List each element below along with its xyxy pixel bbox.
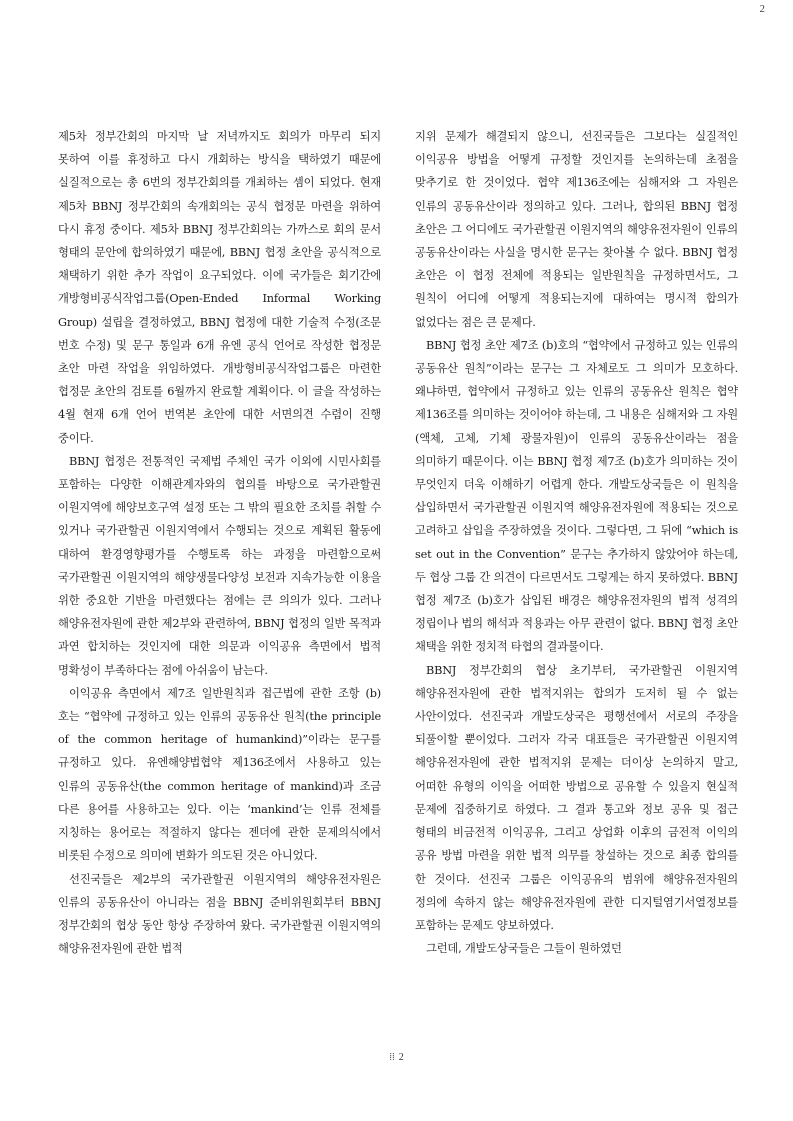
footer-mark: ⁞⁞ [389,1052,395,1063]
paragraph: BBNJ 정부간회의 협상 초기부터, 국가관할권 이원지역 해양유전자원에 관한 법적지위는 합의가 도저히 될 수 없는 사안이었다. 선진국과 개발도상국은 평행선에서 서로의 주장을 되풀이할 뿐이었다. 그러자 각국 대표들은 국가관할권 이원지역 해양유전자원에 관한 법적지위 문제는 더이상 논의하지 말고, 어떠한 유형의 이익을 어떠한 방법으로 공유할 수 있을지 현실적 문제에 집중하기로 하였다. 그 결과 통고와 정보 공유 및 접근 형태의 비금전적 이익공유, 그리고 상업화 이후의 금전적 이익의 공유 방법 마련을 위한 법적 의무를 창설하는 것으로 최종 합의를 한 것이다. 선진국 그룹은 이익공유의 범위에 해양유전자원의 정의에 속하지 않는 해양유전자원에 관한 디지털염기서열정보를 포함하는 문제도 양보하였다. [415,663,738,932]
paragraph: BBNJ 협정은 전통적인 국제법 주체인 국가 이외에 시민사회를 포함하는 다양한 이해관계자와의 협의를 바탕으로 국가관할권 이원지역에 해양보호구역 설정 또는 그 밖의 필요한 조치를 취할 수 있거나 국가관할권 이원지역에서 수행되는 것으로 계획된 활동에 대하여 환경영향평가를 수행토록 하는 과정을 마련함으로써 국가관할권 이원지역의 해양생물다양성 보전과 지속가능한 이용을 위한 중요한 기반을 마련했다는 점에는 큰 의의가 있다. 그러나 해양유전자원에 관한 제2부와 관련하여, BBNJ 협정의 일반 목적과 과연 합치하는 것인지에 대한 의문과 이익공유 측면에서 법적 명확성이 부족하다는 점에 아쉬움이 남는다. [58,454,381,677]
paragraph: 선진국들은 제2부의 국가관할권 이원지역의 해양유전자원은 인류의 공동유산이 아니라는 점을 BBNJ 준비위원회부터 BBNJ 정부간회의 협상 동안 항상 주장하여 왔다. 국가관할권 이원지역의 해양유전자원에 관한 법적 [58,872,381,956]
paragraph: 그런데, 개발도상국들은 그들이 원하였던 [426,942,622,956]
paragraph: 지위 문제가 해결되지 않으니, 선진국들은 그보다는 실질적인 이익공유 방법을 어떻게 규정할 것인지를 논의하는데 초점을 맞추기로 한 것이었다. 협약 제136조에는 심해저와 그 자원은 인류의 공동유산이라 정의하고 있다. 그러나, 합의된 BBNJ 협정 초안은 그 어디에도 국가관할권 이원지역의 해양유전자원이 인류의 공동유산이라는 사실을 명시한 문구는 찾아볼 수 없다. BBNJ 협정 초안은 이 협정 전체에 적용되는 일반원칙을 규정하면서도, 그 원칙이 어디에 어떻게 적용되는지에 대하여는 명시적 합의가 없었다는 점은 큰 문제다. [415,130,738,329]
page-footer [0,1052,793,1063]
left-column [58,125,381,1020]
paragraph: 이익공유 측면에서 제7조 일반원칙과 접근법에 관한 조항 (b)호는 “협약에 규정하고 있는 인류의 공동유산 원칙(the principle of the common heritage of humankind)”이라는 문구를 규정하고 있다. 유엔해양법협약 제136조에서 사용하고 있는 인류의 공동유산(the common heritage of mankind)과 조금 다른 용어를 사용하고는 있다. 이는 ‘mankind’는 인류 전체를 지칭하는 용어로는 적절하지 않다는 젠더에 관한 문제의식에서 비롯된 수정으로 의미에 변화가 의도된 것은 아니었다. [58,686,381,863]
page-number-top: 2 [759,3,765,15]
paragraph: 제5차 정부간회의 마지막 날 저녁까지도 회의가 마무리 되지 못하여 이를 휴정하고 다시 개회하는 방식을 택하였기 때문에 실질적으로는 총 6번의 정부간회의를 개최하는 셈이 되었다. 현재 제5차 BBNJ 정부간회의 속개회의는 공식 협정문 마련을 위하여 다시 휴정 중이다. 제5차 BBNJ 정부간회의는 가까스로 회의 문서 형태의 문안에 합의하였기 때문에, BBNJ 협정 초안을 공식적으로 채택하기 위한 추가 작업이 요구되었다. 이에 국가들은 회기간에 개방형비공식작업그룹(Open-Ended Informal Working Group) 설립을 결정하였고, BBNJ 협정에 대한 기술적 수정(조문 번호 수정) 및 문구 통일과 6개 유엔 공식 언어로 작성한 협정문 초안 마련 작업을 위임하였다. 개방형비공식작업그룹은 마련한 협정문 초안의 검토를 6월까지 완료할 계획이다. 이 글을 작성하는 4월 현재 6개 언어 번역본 초안에 대한 서면의견 수렴이 진행 중이다. [58,130,381,445]
right-column [415,125,738,1020]
body-columns [58,125,738,1020]
paragraph: BBNJ 협정 초안 제7조 (b)호의 “협약에서 규정하고 있는 인류의 공동유산 원칙”이라는 문구는 그 자체로도 그 의미가 모호하다. 왜냐하면, 협약에서 규정하고 있는 인류의 공동유산 원칙은 협약 제136조를 의미하는 것이어야 하는데, 그 내용은 심해저와 그 자원(액체, 고체, 기체 광물자원)이 인류의 공동유산이라는 점을 의미하기 때문이다. 이는 BBNJ 협정 제7조 (b)호가 의미하는 것이 무엇인지 더욱 이해하기 어렵게 한다. 개발도상국들은 이 원칙을 삽입하면서 국가관할권 이원지역 해양유전자원에 적용되는 것으로 고려하고 삽입을 주장하였을 것이다. 그렇다면, 그 뒤에 “which is set out in the Convention” 문구는 추가하지 않았어야 하는데, 두 협상 그룹 간 의견이 다르면서도 그렇게는 하지 못하였다. BBNJ 협정 제7조 (b)호가 삽입된 배경은 해양유전자원의 법적 성격의 정립이나 법의 해석과 적용과는 아무 관련이 없다. BBNJ 협정 초안 채택을 위한 정치적 타협의 결과물이다. [415,338,738,654]
page-number-bottom: 2 [398,1052,404,1063]
